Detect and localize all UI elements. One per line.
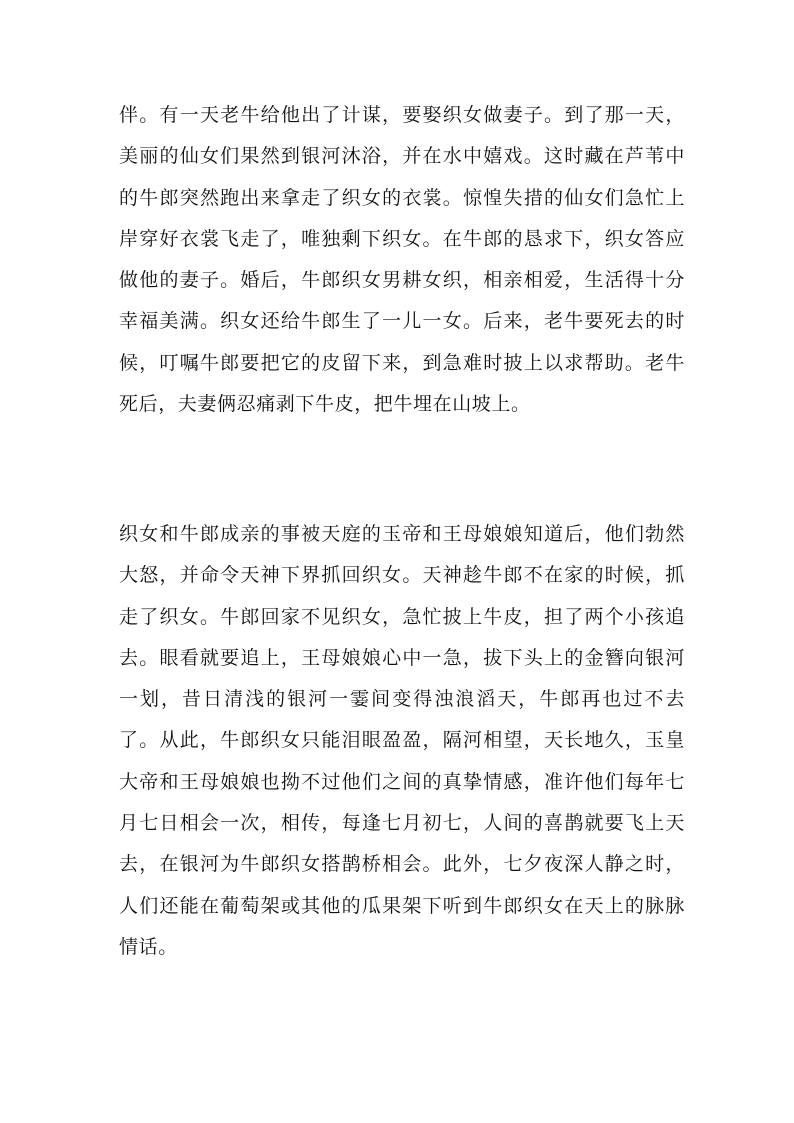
paragraph-1: 伴。有一天老牛给他出了计谋，要娶织女做妻子。到了那一天，美丽的仙女们果然到银河沐浴，并在水中嬉戏。这时藏在芦苇中的牛郎突然跑出来拿走了织女的衣裳。惊惶失措的仙女们急忙上岸穿好衣裳飞走了，唯独剩下织女。在牛郎的恳求下，织女答应做他的妻子。婚后，牛郎织女男耕女织，相亲相爱，生活得十分幸福美满。织女还给牛郎生了一儿一女。后来，老牛要死去的时候，叮嘱牛郎要把它的皮留下来，到急难时披上以求帮助。老牛死后，夫妻俩忍痛剥下牛皮，把牛埋在山坡上。 — [119, 104, 685, 416]
paragraph-2: 织女和牛郎成亲的事被天庭的玉帝和王母娘娘知道后，他们勃然大怒，并命令天神下界抓回织女。天神趁牛郎不在家的时候，抓走了织女。牛郎回家不见织女，急忙披上牛皮，担了两个小孩追去。眼看就要追上，王母娘娘心中一急，拔下头上的金簪向银河一划，昔日清浅的银河一霎间变得浊浪滔天，牛郎再也过不去了。从此，牛郎织女只能泪眼盈盈，隔河相望，天长地久，玉皇大帝和王母娘娘也拗不过他们之间的真挚情感，准许他们每年七月七日相会一次，相传，每逢七月初七，人间的喜鹊就要飞上天去，在银河为牛郎织女搭鹊桥相会。此外，七夕夜深人静之时，人们还能在葡萄架或其他的瓜果架下听到牛郎织女在天上的脉脉情话。 — [119, 523, 685, 958]
